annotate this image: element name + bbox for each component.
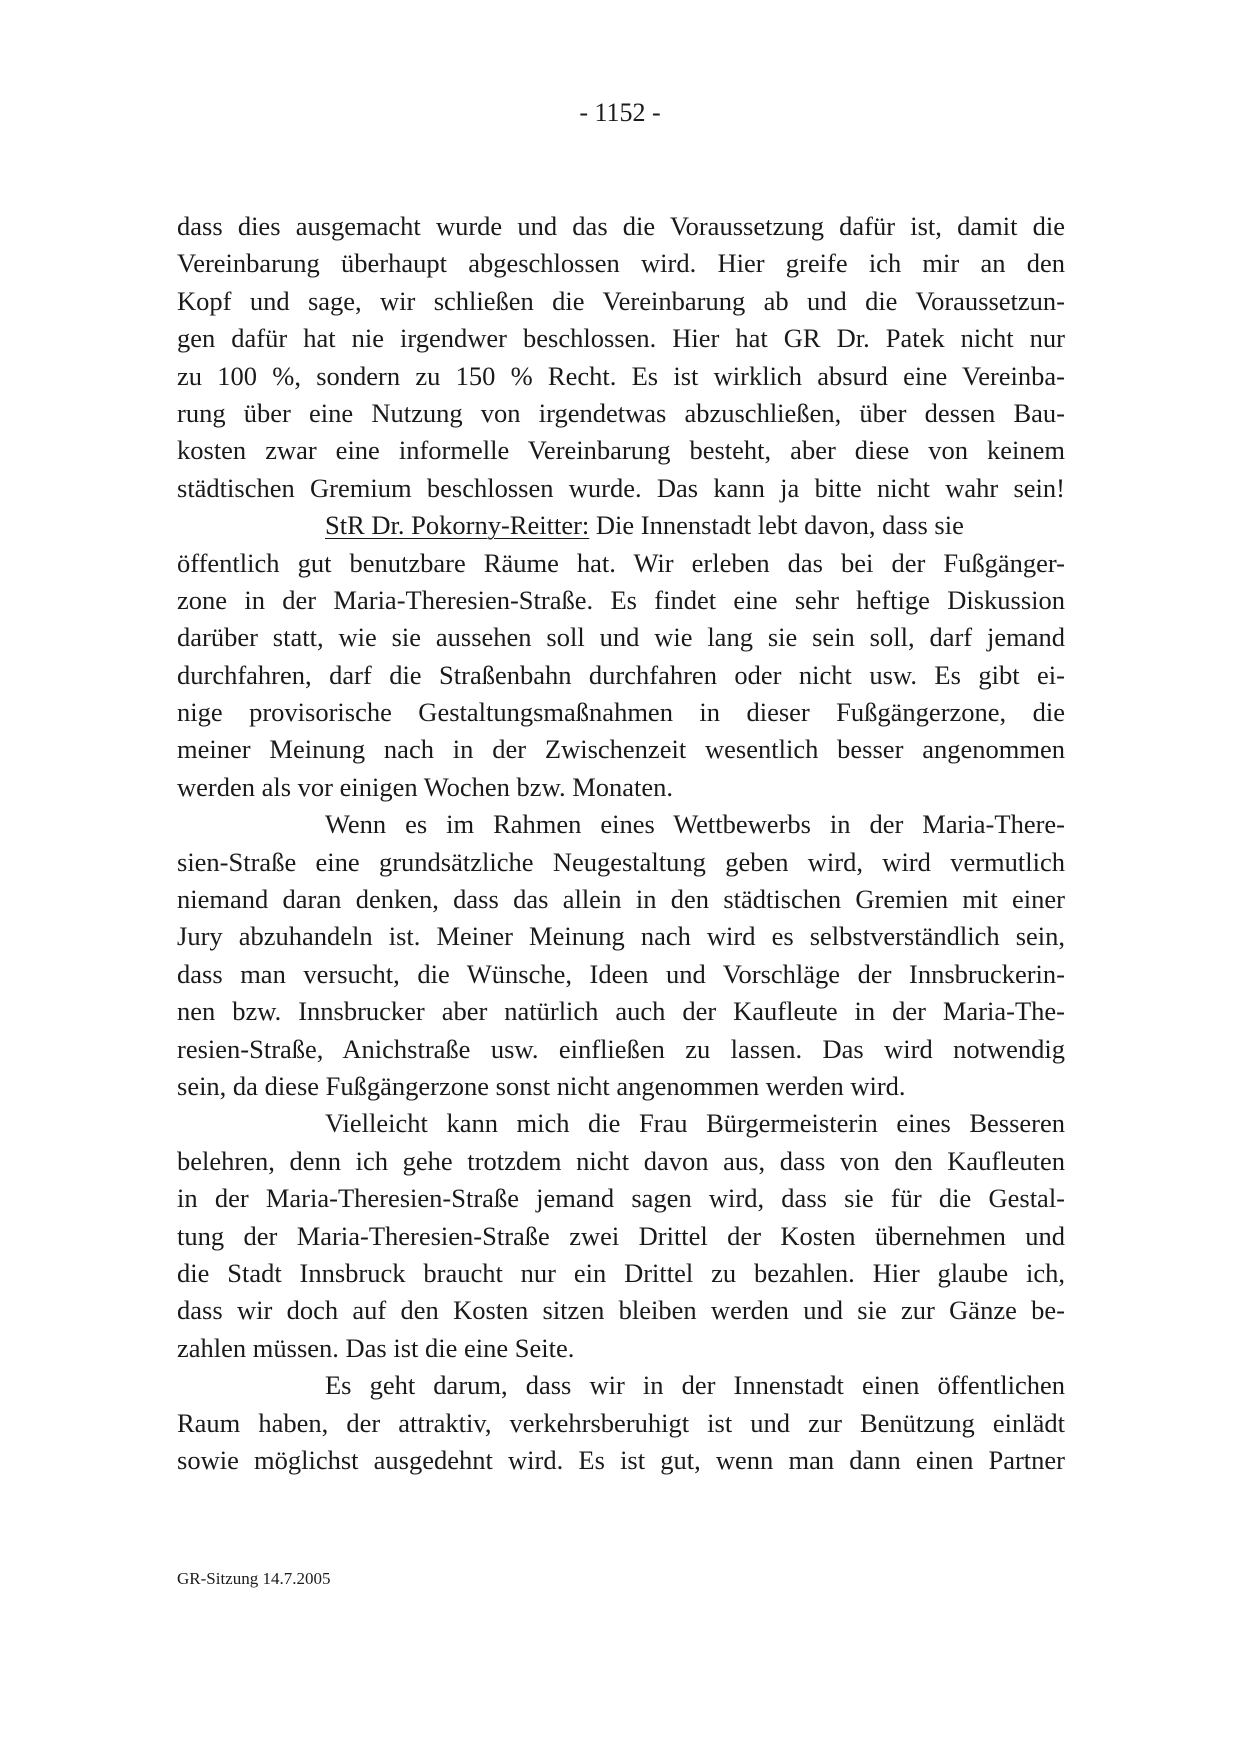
- text-line: Es geht darum, dass wir in der Innenstadt einen öffentlichen: [325, 1370, 1065, 1401]
- speaker-line-text: Die Innenstadt lebt davon, dass sie: [589, 510, 964, 541]
- text-line: belehren, denn ich gehe trotzdem nicht davon aus, dass von den Kaufleuten: [177, 1145, 1065, 1176]
- text-line: zahlen müssen. Das ist die eine Seite.: [177, 1332, 575, 1363]
- text-line: dass dies ausgemacht wurde und das die Voraussetzung dafür ist, damit die: [177, 211, 1065, 241]
- text-line: sien-Straße eine grundsätzliche Neugestaltung geben wird, wird vermutlich: [177, 846, 1065, 877]
- text-line: gen dafür hat nie irgendwer beschlossen. Hier hat GR Dr. Patek nicht nur: [177, 323, 1065, 354]
- text-line: zone in der Maria-Theresien-Straße. Es findet eine sehr heftige Diskussion: [177, 584, 1065, 615]
- page-number: - 1152 -: [579, 98, 661, 127]
- text-line: sein, da diese Fußgängerzone sonst nicht angenommen werden wird.: [177, 1070, 906, 1101]
- text-line: resien-Straße, Anichstraße usw. einfließen zu lassen. Das wird notwendig: [177, 1033, 1065, 1064]
- text-line: darüber statt, wie sie aussehen soll und wie lang sie sein soll, darf jemand: [177, 622, 1065, 653]
- text-line: Raum haben, der attraktiv, verkehrsberuhigt ist und zur Benützung einlädt: [177, 1407, 1065, 1438]
- text-line: städtischen Gremium beschlossen wurde. Das kann ja bitte nicht wahr sein!: [177, 472, 1065, 503]
- text-line: Kopf und sage, wir schließen die Vereinbarung ab und die Voraussetzun-: [177, 285, 1065, 316]
- text-line: sowie möglichst ausgedehnt wird. Es ist gut, wenn man dann einen Partner: [177, 1444, 1065, 1475]
- text-line: Vereinbarung überhaupt abgeschlossen wird. Hier greife ich mir an den: [177, 248, 1065, 279]
- text-line: Wenn es im Rahmen eines Wettbewerbs in der Maria-There-: [325, 809, 1065, 840]
- text-line: nen bzw. Innsbrucker aber natürlich auch der Kaufleute in der Maria-The-: [177, 996, 1065, 1027]
- speaker-line: [177, 507, 1065, 544]
- text-line: Jury abzuhandeln ist. Meiner Meinung nach wird es selbstverständlich sein,: [177, 921, 1065, 952]
- body-text: [177, 208, 1065, 1479]
- text-line: öffentlich gut benutzbare Räume hat. Wir erleben das bei der Fußgänger-: [177, 547, 1065, 578]
- text-line: zu 100 %, sondern zu 150 % Recht. Es ist wirklich absurd eine Vereinba-: [177, 360, 1065, 391]
- page-footer: GR-Sitzung 14.7.2005: [177, 1569, 331, 1588]
- text-line: in der Maria-Theresien-Straße jemand sagen wird, dass sie für die Gestal-: [177, 1183, 1065, 1214]
- text-line: niemand daran denken, dass das allein in den städtischen Gremien mit einer: [177, 884, 1065, 915]
- text-line: kosten zwar eine informelle Vereinbarung besteht, aber diese von keinem: [177, 435, 1065, 466]
- speaker-name: StR Dr. Pokorny-Reitter:: [325, 510, 590, 541]
- text-line: die Stadt Innsbruck braucht nur ein Drittel zu bezahlen. Hier glaube ich,: [177, 1257, 1065, 1288]
- text-line: meiner Meinung nach in der Zwischenzeit wesentlich besser angenommen: [177, 734, 1065, 765]
- text-line: rung über eine Nutzung von irgendetwas abzuschließen, über dessen Bau-: [177, 397, 1065, 428]
- text-line: dass man versucht, die Wünsche, Ideen und Vorschläge der Innsbruckerin-: [177, 958, 1065, 989]
- text-line: werden als vor einigen Wochen bzw. Monaten.: [177, 771, 674, 802]
- text-line: durchfahren, darf die Straßenbahn durchfahren oder nicht usw. Es gibt ei-: [177, 659, 1065, 690]
- text-line: tung der Maria-Theresien-Straße zwei Drittel der Kosten übernehmen und: [177, 1220, 1065, 1251]
- text-line: dass wir doch auf den Kosten sitzen bleiben werden und sie zur Gänze be-: [177, 1295, 1065, 1326]
- text-line: Vielleicht kann mich die Frau Bürgermeisterin eines Besseren: [325, 1108, 1065, 1139]
- text-line: nige provisorische Gestaltungsmaßnahmen in dieser Fußgängerzone, die: [177, 697, 1065, 728]
